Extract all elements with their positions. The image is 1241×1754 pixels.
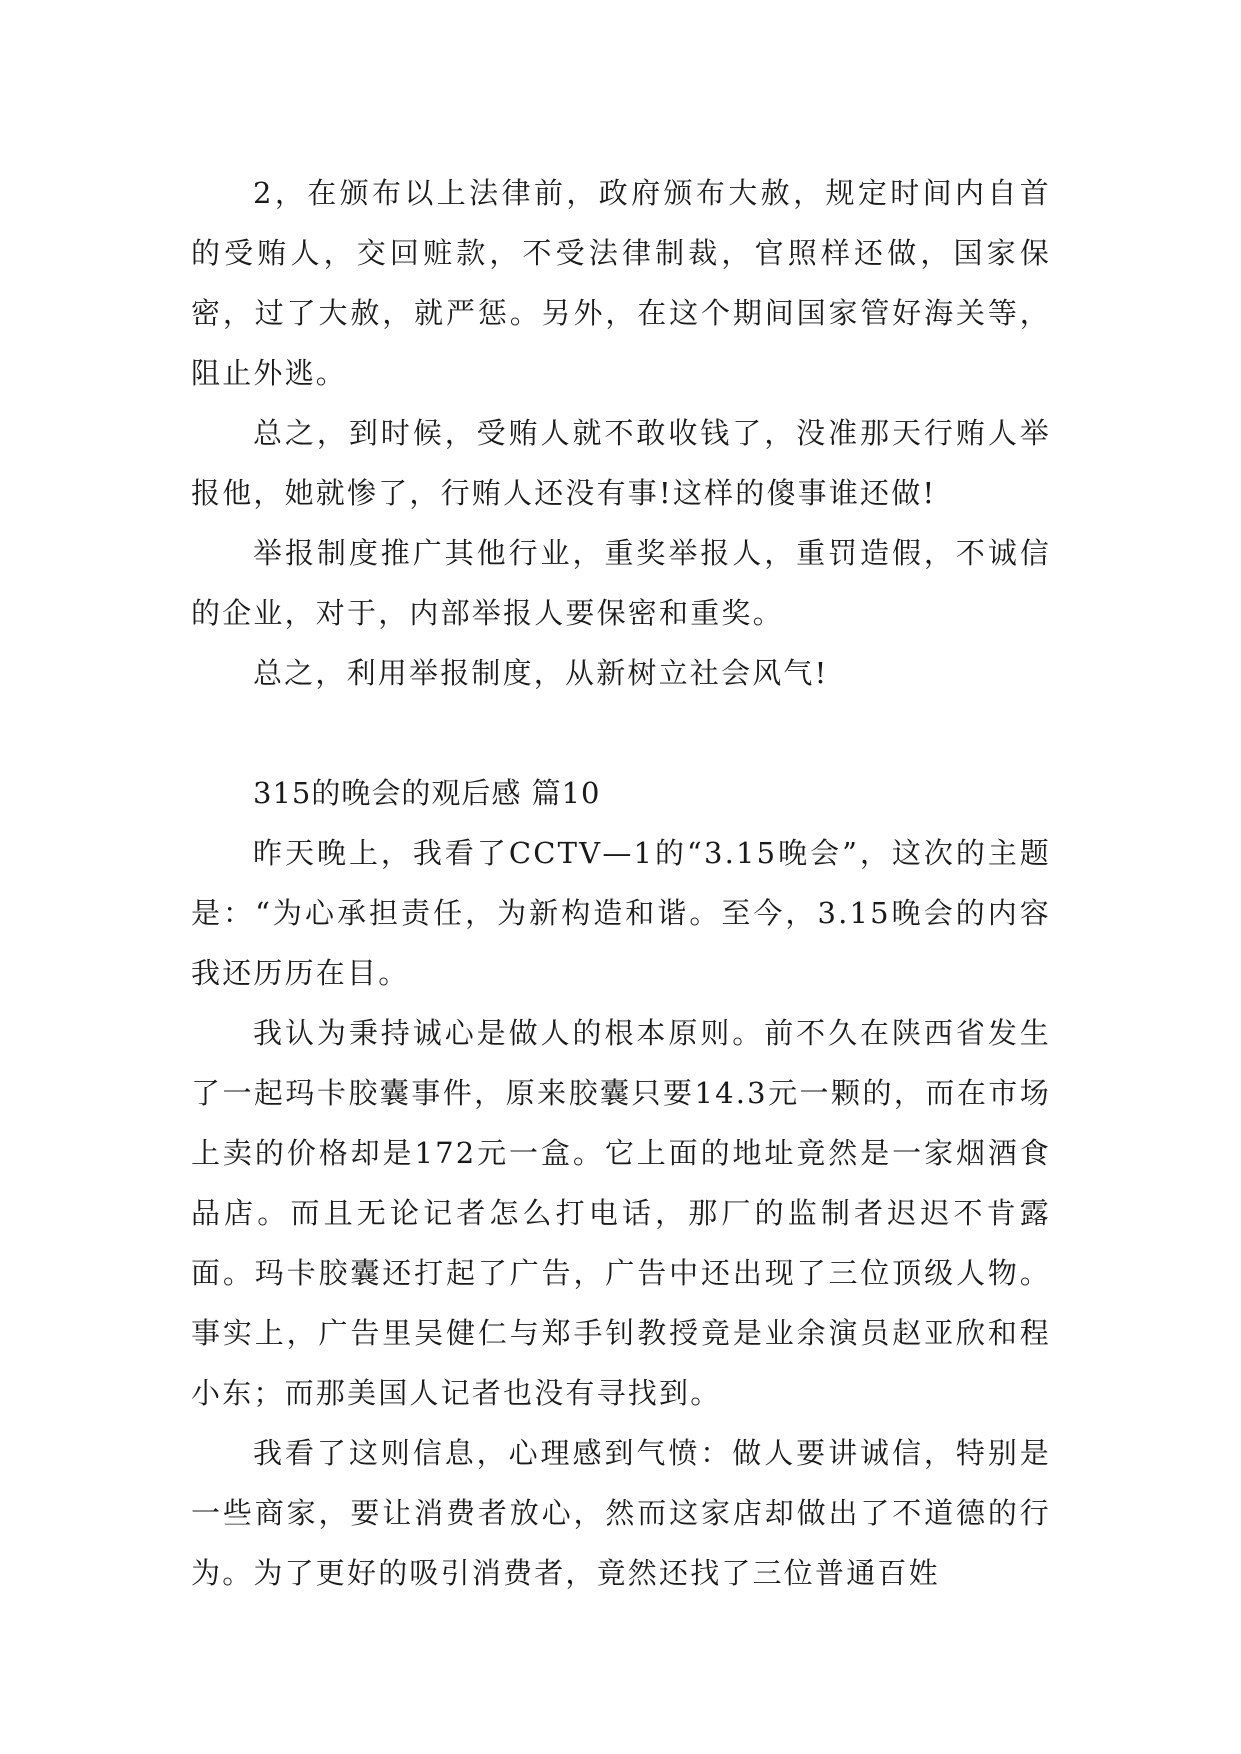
paragraph-cctv-gala: 昨天晚上，我看了CCTV—1的“3.15晚会”，这次的主题是：“为心承担责任，为新构造和谐。至今，3.15晚会的内容我还历历在目。: [191, 836, 1051, 990]
paragraph-maca-incident: 我认为秉持诚心是做人的根本原则。前不久在陕西省发生了一起玛卡胶囊事件，原来胶囊只要14.3元一颗的，而在市场上卖的价格却是172元一盒。它上面的地址竟然是一家烟酒食品店。而且无论记者怎么打电话，那厂的监制者迟迟不肯露面。玛卡胶囊还打起了广告，广告中还出现了三位顶级人物。事实上，广告里吴健仁与郑手钊教授竟是业余演员赵亚欣和程小东；而那美国人记者也没有寻找到。: [191, 1016, 1051, 1410]
paragraph-reporting-system: 举报制度推广其他行业，重奖举报人，重罚造假，不诚信的企业，对于，内部举报人要保密和重奖。: [191, 536, 1051, 630]
paragraph-conclusion-social: 总之，利用举报制度，从新树立社会风气!: [253, 656, 829, 690]
document-body: [191, 163, 1051, 1603]
section-title: 315的晚会的观后感 篇10: [253, 776, 601, 810]
section-spacer: [191, 703, 1051, 763]
paragraph-conclusion-bribery: 总之，到时候，受贿人就不敢收钱了，没准那天行贿人举报他，她就惨了，行贿人还没有事!这样的傻事谁还做!: [191, 416, 1051, 510]
paragraph-amnesty: 2，在颁布以上法律前，政府颁布大赦，规定时间内自首的受贿人，交回赃款，不受法律制裁，官照样还做，国家保密，过了大赦，就严惩。另外，在这个期间国家管好海关等，阻止外逃。: [191, 176, 1051, 390]
paragraph-reaction: 我看了这则信息，心理感到气愤：做人要讲诚信，特别是一些商家，要让消费者放心，然而这家店却做出了不道德的行为。为了更好的吸引消费者，竟然还找了三位普通百姓: [191, 1436, 1051, 1590]
